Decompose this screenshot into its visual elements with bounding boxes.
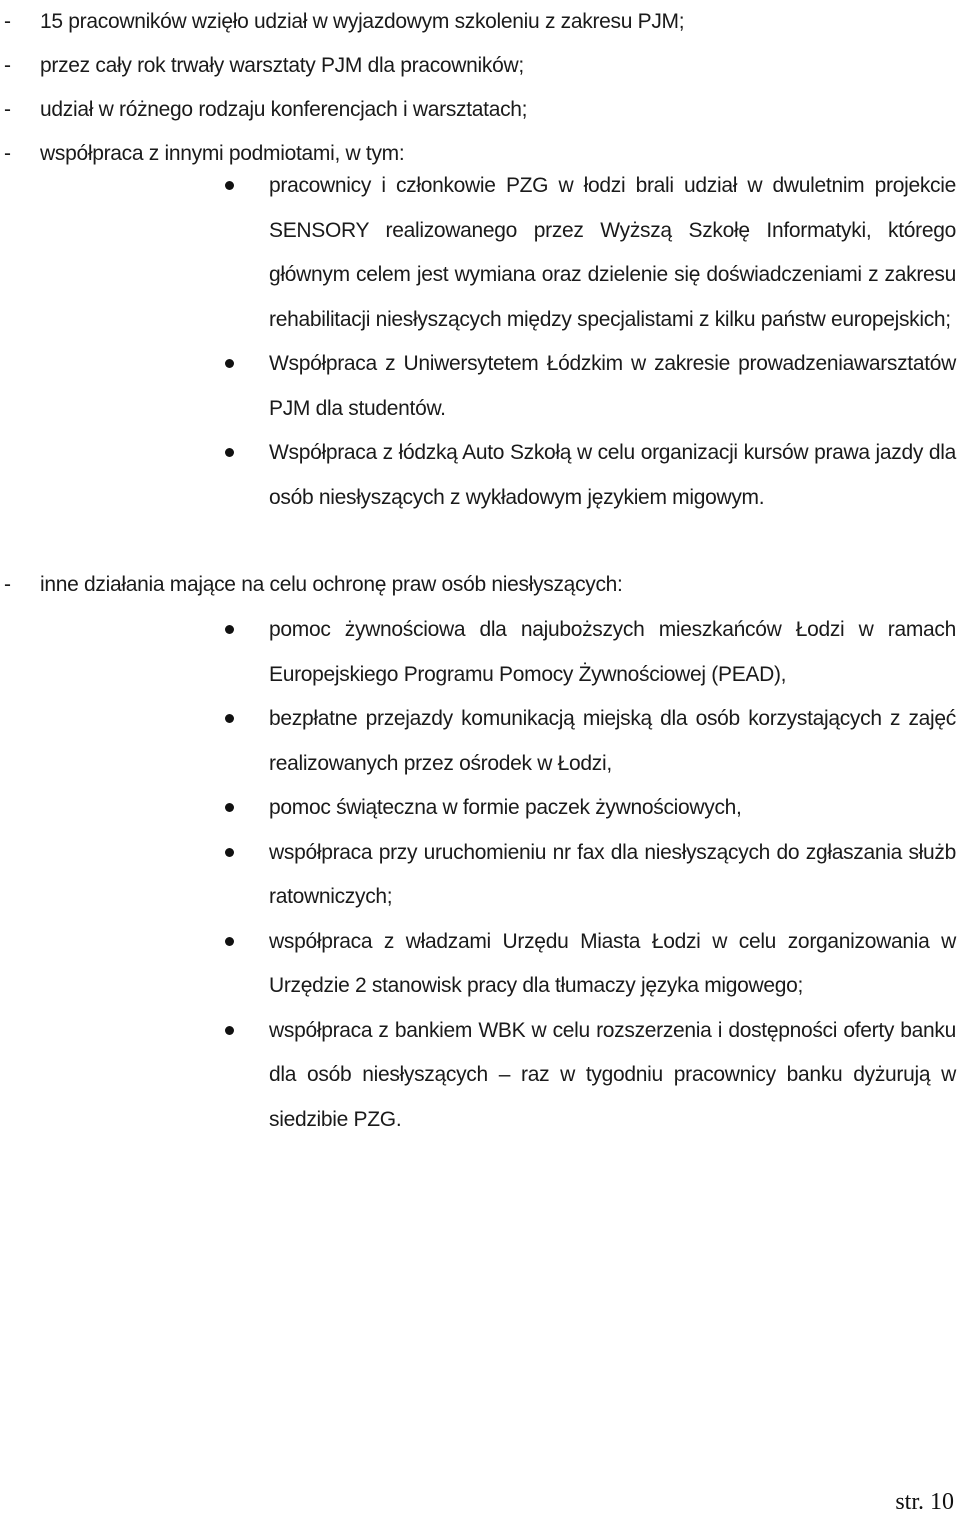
bullet-icon	[225, 803, 234, 812]
list-item	[269, 164, 956, 342]
bullet-icon	[225, 448, 234, 457]
list-item	[0, 88, 960, 132]
list-item-text: inne działania mające na celu ochronę praw osób niesłyszących:	[40, 573, 623, 596]
list-item	[269, 608, 956, 697]
dash-marker: -	[4, 98, 11, 121]
list-item-text: współpraca z władzami Urzędu Miasta Łodzi w celu zorganizowania w Urzędzie 2 stanowisk pracy dla tłumaczy języka migowego;	[269, 929, 956, 997]
dash-marker: -	[4, 573, 11, 596]
dash-marker: -	[4, 10, 11, 33]
protection-list	[0, 608, 960, 1142]
list-item-text: pracownicy i członkowie PZG w łodzi brali udział w dwuletnim projekcie SENSORY realizowanego przez Wyższą Szkołę Informatyki, którego głównym celem jest wymiana oraz dzielenie się doświadczeniami z zakresu rehabilitacji niesłyszących między specjalistami z kilku państw europejskich;	[269, 174, 956, 331]
activities-list-bottom	[0, 563, 960, 607]
list-item	[0, 0, 960, 44]
list-item	[0, 563, 960, 607]
dash-marker: -	[4, 54, 11, 77]
list-item-text: pomoc świąteczna w formie paczek żywnościowych,	[269, 796, 742, 819]
list-item	[269, 697, 956, 786]
bullet-icon	[225, 625, 234, 634]
bullet-icon	[225, 359, 234, 368]
cooperation-list	[0, 164, 960, 520]
activities-list-top	[0, 0, 960, 176]
list-item-text: Współpraca z łódzką Auto Szkołą w celu organizacji kursów prawa jazdy dla osób niesłyszących z wykładowym językiem migowym.	[269, 441, 956, 509]
list-item-text: 15 pracowników wzięło udział w wyjazdowym szkoleniu z zakresu PJM;	[40, 10, 685, 33]
bullet-icon	[225, 1026, 234, 1035]
list-item-text: Współpraca z Uniwersytetem Łódzkim w zakresie prowadzeniawarsztatów PJM dla studentów.	[269, 352, 956, 420]
list-item-text: pomoc żywnościowa dla najuboższych mieszkańców Łodzi w ramach Europejskiego Programu Pomocy Żywnościowej (PEAD),	[269, 618, 956, 686]
list-item-text: współpraca z innymi podmiotami, w tym:	[40, 142, 405, 165]
list-item-text: przez cały rok trwały warsztaty PJM dla pracowników;	[40, 54, 524, 77]
list-item-text: współpraca przy uruchomieniu nr fax dla niesłyszących do zgłaszania służb ratowniczych;	[269, 840, 956, 908]
bullet-icon	[225, 937, 234, 946]
list-item-text: współpraca z bankiem WBK w celu rozszerzenia i dostępności oferty banku dla osób niesłyszących – raz w tygodniu pracownicy banku dyżurują w siedzibie PZG.	[269, 1018, 956, 1131]
list-item	[269, 786, 956, 831]
list-item-text: udział w różnego rodzaju konferencjach i warsztatach;	[40, 98, 528, 121]
list-item-text: bezpłatne przejazdy komunikacją miejską dla osób korzystających z zajęć realizowanych przez ośrodek w Łodzi,	[269, 707, 956, 775]
dash-marker: -	[4, 142, 11, 165]
list-item	[269, 831, 956, 920]
list-item	[269, 342, 956, 431]
list-item	[269, 1009, 956, 1143]
bullet-icon	[225, 848, 234, 857]
list-item	[0, 44, 960, 88]
bullet-icon	[225, 714, 234, 723]
list-item	[269, 431, 956, 520]
page-number: str. 10	[895, 1489, 954, 1515]
bullet-icon	[225, 181, 234, 190]
list-item	[269, 920, 956, 1009]
